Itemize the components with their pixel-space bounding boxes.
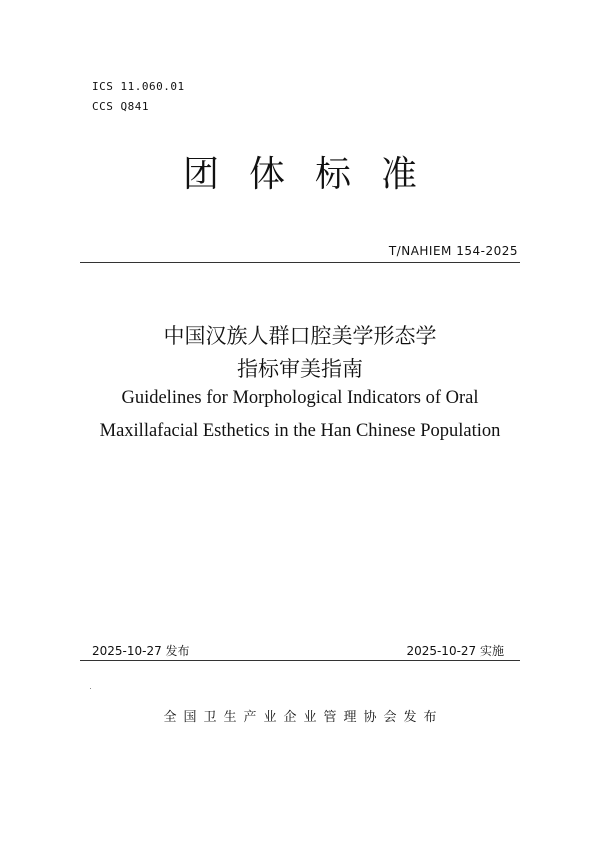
document-type-title: 团体标准 [182, 154, 447, 195]
standard-number: T/NAHIEM 154-2025 [388, 244, 518, 258]
implementation-date: 2025-10-27 实施 [406, 644, 504, 658]
chinese-title-line-2: 指标审美指南 [237, 357, 363, 381]
ics-code: ICS 11.060.01 [92, 80, 185, 93]
top-divider [80, 262, 520, 263]
bottom-divider [80, 660, 520, 661]
english-title-line-2: Maxillafacial Esthetics in the Han Chinese Population [99, 421, 501, 441]
chinese-title-line-1: 中国汉族人群口腔美学形态学 [163, 324, 437, 348]
publisher: 全国卫生产业企业管理协会发布 [163, 710, 444, 725]
english-title-line-1: Guidelines for Morphological Indicators of Oral [121, 388, 479, 408]
issue-date: 2025-10-27 发布 [92, 644, 190, 658]
ccs-code: CCS Q841 [92, 100, 149, 113]
speck-mark [90, 688, 91, 689]
